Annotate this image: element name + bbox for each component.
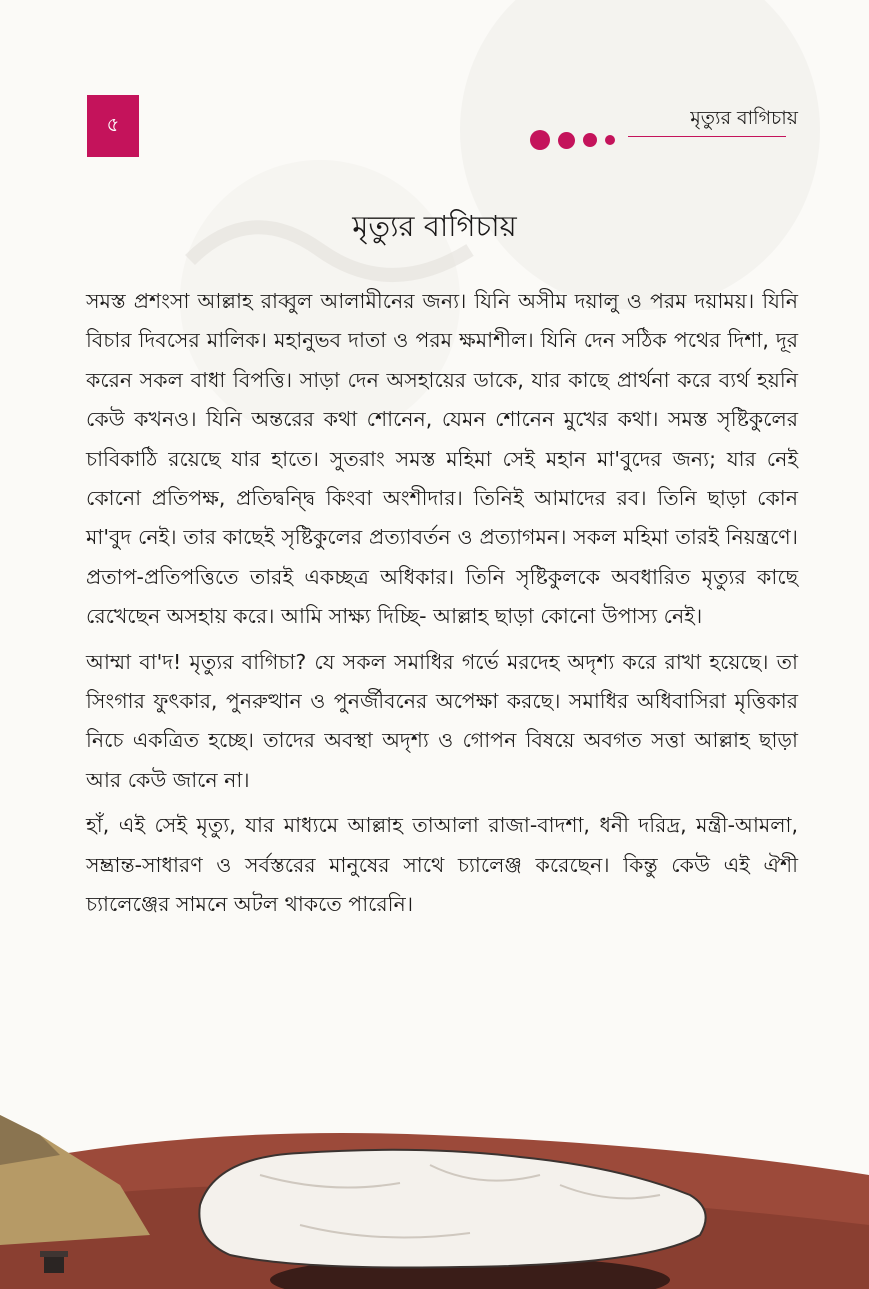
header-dots-ornament [530,128,615,152]
grave-illustration [0,1095,869,1289]
header-rule [628,136,786,137]
page-number-badge [87,95,139,157]
dot-ornament [605,135,615,145]
running-header-title: মৃত্যুর বাগিচায় [690,107,798,129]
paragraph: হাঁ, এই সেই মৃত্যু, যার মাধ্যমে আল্লাহ তাআলা রাজা-বাদশা, ধনী দরিদ্র, মন্ত্রী-আমলা, সম্ভ্রান্ত-সাধারণ ও সর্বস্তরের মানুষের সাথে চ্যালেঞ্জ করেছেন। কিন্তু কেউ এই ঐশী চ্যালেঞ্জের সামনে অটল থাকতে পারেনি। [86,813,798,917]
paragraph: সমস্ত প্রশংসা আল্লাহ রাব্বুল আলামীনের জন্য। যিনি অসীম দয়ালু ও পরম দয়াময়। যিনি বিচার দিবসের মালিক। মহানুভব দাতা ও পরম ক্ষমাশীল। যিনি দেন সঠিক পথের দিশা, দূর করেন সকল বাধা বিপত্তি। সাড়া দেন অসহায়ের ডাকে, যার কাছে প্রার্থনা করে ব্যর্থ হয়নি কেউ কখনও। যিনি অন্তরের কথা শোনেন, যেমন শোনেন মুখের কথা। সমস্ত সৃষ্টিকুলের চাবিকাঠি রয়েছে যার হাতে। সুতরাং সমস্ত মহিমা সেই মহান মা'বুদের জন্য; যার নেই কোনো প্রতিপক্ষ, প্রতিদ্বন্দ্বি কিংবা অংশীদার। তিনিই আমাদের রব। তিনি ছাড়া কোন মা'বুদ নেই। তার কাছেই সৃষ্টিকুলের প্রত্যাবর্তন ও প্রত্যাগমন। সকল মহিমা তারই নিয়ন্ত্রণে। প্রতাপ-প্রতিপত্তিতে তারই একচ্ছত্র অধিকার। তিনি সৃষ্টিকুলকে অবধারিত মৃত্যুর কাছে রেখেছেন অসহায় করে। আমি সাক্ষ্য দিচ্ছি- আল্লাহ ছাড়া কোনো উপাস্য নেই। [86,289,798,629]
chapter-title: মৃত্যুর বাগিচায় [352,209,517,243]
dot-ornament [530,130,550,150]
page-number: ৫ [106,111,120,136]
dot-ornament [558,132,575,149]
body-text [86,282,798,931]
paragraph: আম্মা বা'দ! মৃত্যুর বাগিচা? যে সকল সমাধির গর্ভে মরদেহ অদৃশ্য করে রাখা হয়েছে। তা সিংগার ফুৎকার, পুনরুত্থান ও পুনর্জীবনের অপেক্ষা করছে। সমাধির অধিবাসিরা মৃত্তিকার নিচে একত্রিত হচ্ছে। তাদের অবস্থা অদৃশ্য ও গোপন বিষয়ে অবগত সত্তা আল্লাহ ছাড়া আর কেউ জানে না। [86,649,798,792]
dot-ornament [583,133,597,147]
